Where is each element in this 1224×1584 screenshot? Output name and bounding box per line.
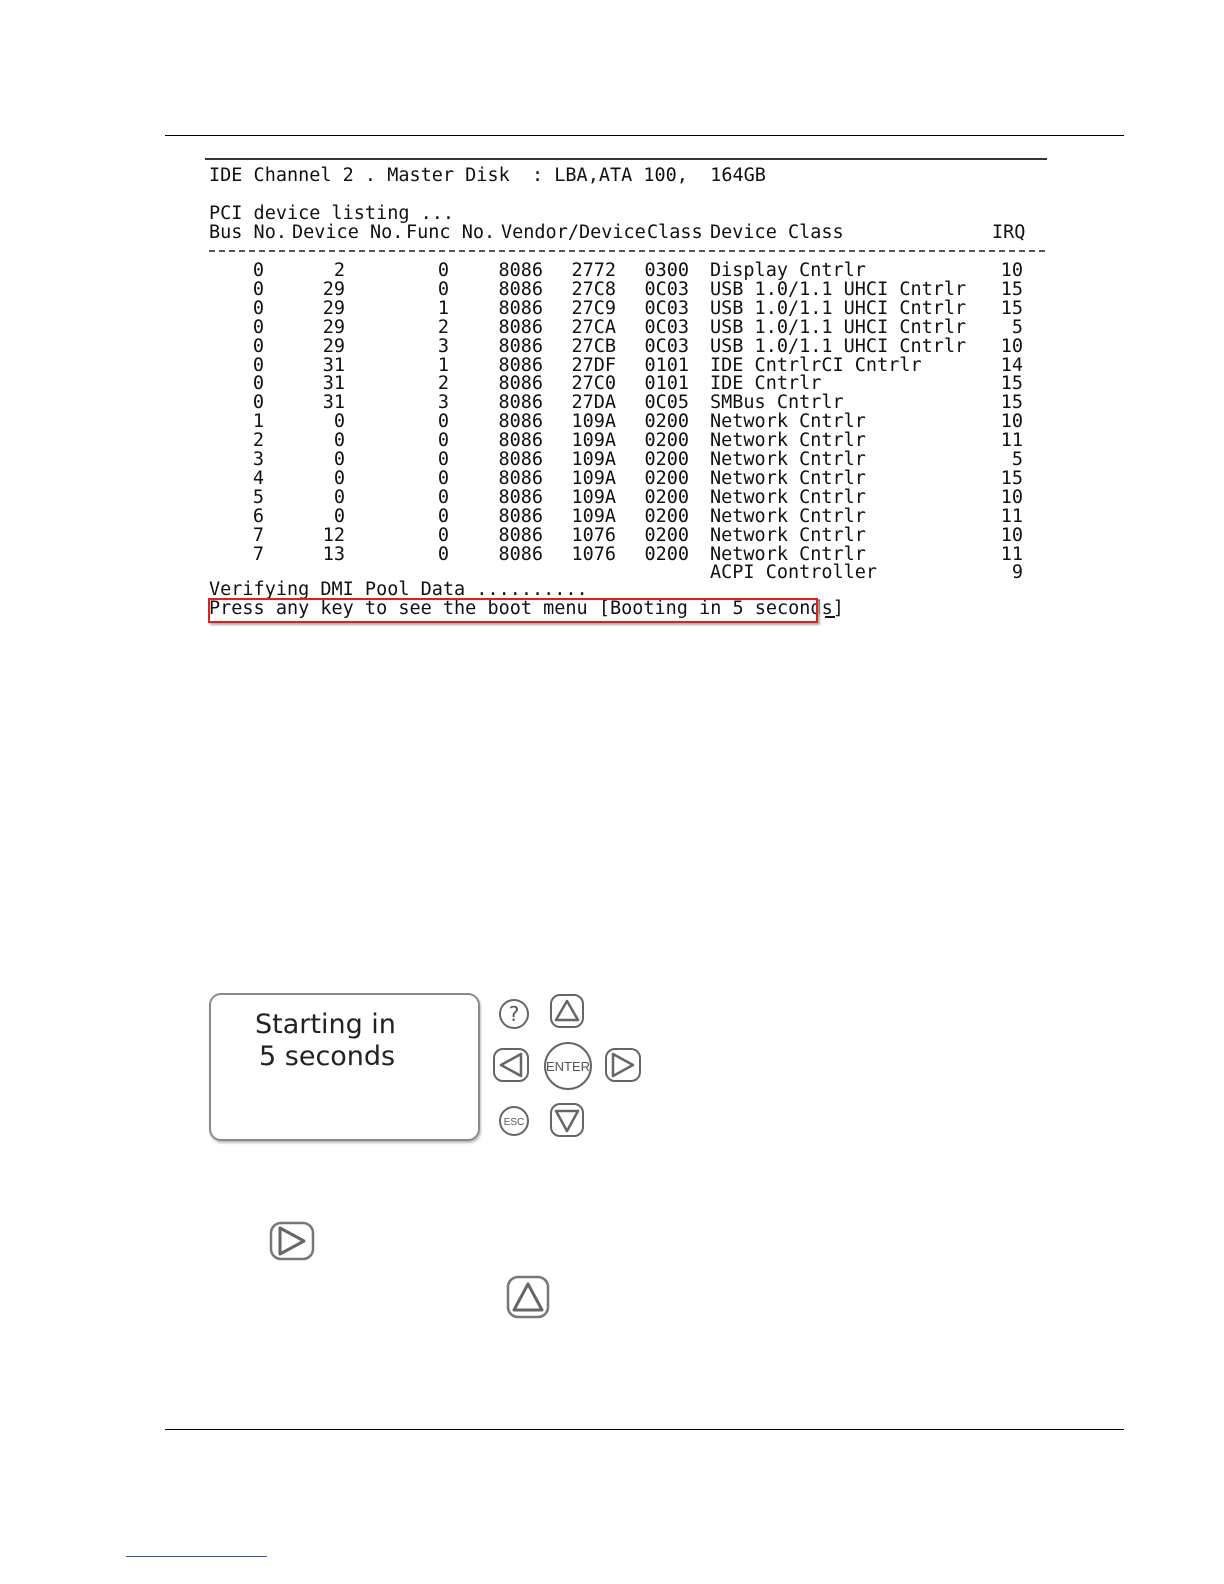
header-rule — [165, 135, 1124, 136]
cell-device-class: USB 1.0/1.1 UHCI Cntrlr — [710, 297, 967, 319]
cell-func: 0 — [437, 430, 449, 452]
cell-device-class: USB 1.0/1.1 UHCI Cntrlr — [710, 316, 967, 338]
cell-irq: 15 — [1000, 278, 1023, 300]
cell-irq: 5 — [1011, 449, 1023, 470]
cell-bus: 0 — [252, 392, 264, 414]
cell-bus: 0 — [252, 260, 264, 281]
cell-bus: 4 — [252, 467, 264, 489]
cell-irq: 10 — [1000, 411, 1023, 433]
left-arrow-button[interactable] — [491, 1046, 533, 1086]
cell-func: 0 — [437, 505, 449, 527]
cell-func: 1 — [437, 297, 449, 319]
cell-device: 0 — [333, 505, 345, 527]
cell-func: 2 — [437, 316, 449, 338]
cell-func: 0 — [437, 486, 449, 508]
bios-terminal-screenshot — [205, 158, 1047, 628]
cell-device-class: Network Cntrlr — [710, 430, 866, 452]
cell-vendor: 8086 — [498, 392, 543, 414]
cell-device: 29 — [322, 297, 345, 319]
cell-device-class: ACPI Controller — [710, 562, 878, 584]
cell-class: 0101 — [644, 373, 689, 395]
boot-prompt-highlight — [208, 598, 818, 623]
cell-irq: 10 — [1000, 524, 1023, 546]
terminal-cursor — [825, 616, 835, 618]
cell-device: 29 — [322, 316, 345, 338]
cell-device-id: 27C9 — [571, 297, 616, 319]
cell-device: 2 — [333, 260, 345, 281]
cell-vendor: 8086 — [498, 373, 543, 395]
cell-bus: 0 — [252, 354, 264, 376]
cell-device-id: 27C0 — [571, 373, 616, 395]
boot-prompt-line: Press any key to see the boot menu [Booting in 5 seconds] — [209, 598, 844, 619]
cell-vendor: 8086 — [498, 449, 543, 470]
cell-func: 0 — [437, 543, 449, 565]
cell-device-id: 109A — [571, 449, 616, 470]
cell-irq: 15 — [1000, 467, 1023, 489]
terminal-top-border — [205, 158, 1047, 160]
cell-irq: 15 — [1000, 297, 1023, 319]
cell-irq: 11 — [1000, 505, 1023, 527]
cell-irq: 14 — [1000, 354, 1023, 376]
cell-vendor: 8086 — [498, 260, 543, 281]
cell-func: 3 — [437, 392, 449, 414]
up-arrow-key-icon — [505, 1274, 553, 1322]
header-class: Class — [647, 222, 703, 243]
cell-device-id: 1076 — [571, 524, 616, 546]
cell-device-class: Network Cntrlr — [710, 524, 866, 546]
cell-class: 0200 — [644, 411, 689, 433]
cell-bus: 0 — [252, 335, 264, 357]
cell-device-class: Network Cntrlr — [710, 467, 866, 489]
cell-bus: 6 — [252, 505, 264, 527]
cell-vendor: 8086 — [498, 543, 543, 565]
cell-device-id: 27CA — [571, 316, 616, 338]
header-vendor-device: Vendor/Device — [501, 222, 646, 243]
header-device-class: Device Class — [710, 222, 844, 243]
cell-class: 0200 — [644, 524, 689, 546]
cell-vendor: 8086 — [498, 411, 543, 433]
cell-bus: 2 — [252, 430, 264, 452]
enter-label: ENTER — [545, 1059, 591, 1074]
cell-bus: 0 — [252, 373, 264, 395]
cell-device-id: 2772 — [571, 260, 616, 281]
cell-device-class: Network Cntrlr — [710, 486, 866, 508]
cell-class: 0200 — [644, 430, 689, 452]
cell-device-class: Network Cntrlr — [710, 543, 866, 565]
cell-func: 0 — [437, 524, 449, 546]
cell-bus: 5 — [252, 486, 264, 508]
cell-bus: 7 — [252, 524, 264, 546]
cell-device-id: 109A — [571, 467, 616, 489]
verifying-dmi-line: Verifying DMI Pool Data .......... — [209, 579, 588, 600]
cell-device-class: Network Cntrlr — [710, 505, 866, 527]
cell-func: 0 — [437, 278, 449, 300]
cell-func: 3 — [437, 335, 449, 357]
right-arrow-key-icon — [268, 1220, 318, 1264]
up-arrow-button[interactable] — [548, 992, 588, 1032]
cell-vendor: 8086 — [498, 335, 543, 357]
cell-vendor: 8086 — [498, 467, 543, 489]
cell-class: 0200 — [644, 543, 689, 565]
cell-class: 0200 — [644, 486, 689, 508]
cell-device-id: 27CB — [571, 335, 616, 357]
cell-class: 0200 — [644, 505, 689, 527]
cell-vendor: 8086 — [498, 486, 543, 508]
cell-vendor: 8086 — [498, 316, 543, 338]
header-separator — [209, 250, 1045, 252]
footer-link-underline[interactable] — [126, 1556, 267, 1557]
esc-button[interactable] — [496, 1103, 532, 1139]
cell-func: 0 — [437, 260, 449, 281]
cell-vendor: 8086 — [498, 297, 543, 319]
cell-irq: 5 — [1011, 316, 1023, 338]
cell-device: 31 — [322, 354, 345, 376]
cell-vendor: 8086 — [498, 505, 543, 527]
cell-irq: 11 — [1000, 430, 1023, 452]
cell-device: 0 — [333, 486, 345, 508]
cell-class: 0200 — [644, 467, 689, 489]
footer-rule — [165, 1429, 1124, 1430]
cell-device: 0 — [333, 411, 345, 433]
cell-device: 13 — [322, 543, 345, 565]
question-icon: ? — [508, 1002, 520, 1026]
cell-irq: 10 — [1000, 486, 1023, 508]
cell-class: 0200 — [644, 449, 689, 470]
help-button[interactable] — [496, 996, 532, 1032]
enter-button[interactable] — [542, 1040, 594, 1092]
cell-vendor: 8086 — [498, 278, 543, 300]
esc-label: ESC — [503, 1117, 525, 1128]
cell-device-class: USB 1.0/1.1 UHCI Cntrlr — [710, 335, 967, 357]
cell-device-class: USB 1.0/1.1 UHCI Cntrlr — [710, 278, 967, 300]
cell-device-id: 109A — [571, 430, 616, 452]
cell-class: 0300 — [644, 260, 689, 281]
cell-device-class: IDE CntrlrCI Cntrlr — [710, 354, 922, 376]
cell-bus: 7 — [252, 543, 264, 565]
lcd-display — [209, 993, 480, 1141]
cell-bus: 3 — [252, 449, 264, 470]
cell-device: 0 — [333, 449, 345, 470]
cell-device: 29 — [322, 278, 345, 300]
cell-class: 0101 — [644, 354, 689, 376]
cell-device-class: Network Cntrlr — [710, 411, 866, 433]
cell-device-id: 109A — [571, 411, 616, 433]
cell-class: 0C03 — [644, 335, 689, 357]
cell-vendor: 8086 — [498, 354, 543, 376]
cell-irq: 9 — [1011, 562, 1023, 584]
cell-device-id: 27DA — [571, 392, 616, 414]
ide-channel-line: IDE Channel 2 . Master Disk : LBA,ATA 100, 164GB — [209, 165, 766, 186]
cell-irq: 15 — [1000, 392, 1023, 414]
cell-bus: 0 — [252, 278, 264, 300]
cell-device: 31 — [322, 373, 345, 395]
cell-irq: 11 — [1000, 543, 1023, 565]
cell-device: 0 — [333, 467, 345, 489]
cell-class: 0C03 — [644, 316, 689, 338]
cell-device: 31 — [322, 392, 345, 414]
cell-vendor: 8086 — [498, 524, 543, 546]
cell-device-id: 27DF — [571, 354, 616, 376]
cell-device-class: Network Cntrlr — [710, 449, 866, 470]
cell-irq: 10 — [1000, 335, 1023, 357]
cell-device-class: SMBus Cntrlr — [710, 392, 844, 414]
header-func: Func No. — [406, 222, 496, 243]
down-arrow-button[interactable] — [548, 1101, 588, 1141]
cell-irq: 15 — [1000, 373, 1023, 395]
cell-func: 0 — [437, 411, 449, 433]
cell-device-id: 27C8 — [571, 278, 616, 300]
cell-device: 29 — [322, 335, 345, 357]
cell-class: 0C03 — [644, 278, 689, 300]
lcd-line-2: 5 seconds — [259, 1041, 396, 1072]
cell-class: 0C05 — [644, 392, 689, 414]
cell-device-class: Display Cntrlr — [710, 260, 866, 281]
cell-irq: 10 — [1000, 260, 1023, 281]
cell-func: 1 — [437, 354, 449, 376]
right-arrow-button[interactable] — [603, 1046, 645, 1086]
cell-device-class: IDE Cntrlr — [710, 373, 822, 395]
cell-vendor: 8086 — [498, 430, 543, 452]
cell-class: 0C03 — [644, 297, 689, 319]
pci-listing-title: PCI device listing ... — [209, 203, 455, 224]
header-irq: IRQ — [992, 222, 1026, 243]
cell-device-id: 109A — [571, 505, 616, 527]
cell-device-id: 1076 — [571, 543, 616, 565]
cell-bus: 0 — [252, 316, 264, 338]
header-bus: Bus No. — [209, 222, 287, 243]
cell-device: 12 — [322, 524, 345, 546]
cell-device-id: 109A — [571, 486, 616, 508]
cell-device: 0 — [333, 430, 345, 452]
cell-func: 2 — [437, 373, 449, 395]
header-device: Device No. — [292, 222, 404, 243]
cell-func: 0 — [437, 449, 449, 470]
cell-bus: 1 — [252, 411, 264, 433]
cell-func: 0 — [437, 467, 449, 489]
lcd-line-1: Starting in — [255, 1009, 396, 1040]
cell-bus: 0 — [252, 297, 264, 319]
